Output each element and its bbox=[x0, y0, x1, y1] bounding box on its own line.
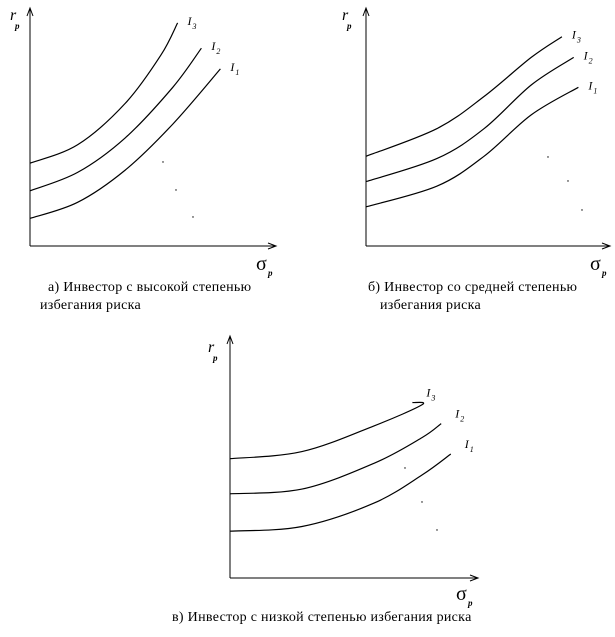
y-axis-label-sub: p bbox=[15, 21, 20, 31]
x-axis-label: σ bbox=[256, 253, 267, 275]
caption-b-line2: избегания риска bbox=[380, 298, 482, 313]
x-axis-label-sub: p bbox=[602, 268, 607, 278]
curve-label-I3: I bbox=[426, 385, 431, 400]
speck-1 bbox=[421, 501, 422, 502]
plot-b bbox=[342, 7, 610, 278]
indifference-curve-I3 bbox=[230, 402, 424, 458]
curve-label-I2: I bbox=[455, 406, 460, 421]
y-axis-label: r bbox=[10, 7, 17, 24]
plot-a bbox=[10, 7, 276, 278]
caption-a-line2: избегания риска bbox=[40, 298, 142, 313]
speck-2 bbox=[192, 216, 193, 217]
curve-label-I2: I bbox=[211, 39, 216, 54]
x-axis-label-sub: p bbox=[268, 268, 273, 278]
x-axis-label: σ bbox=[456, 583, 467, 605]
curve-label-sub-I3: 3 bbox=[431, 393, 436, 403]
speck-1 bbox=[175, 189, 176, 190]
caption-a-line1: а) Инвестор с высокой степенью bbox=[48, 280, 252, 295]
speck-2 bbox=[436, 529, 437, 530]
curve-label-sub-I3: 3 bbox=[576, 35, 581, 45]
speck-1 bbox=[567, 180, 568, 181]
curve-label-sub-I2: 2 bbox=[588, 56, 593, 66]
caption-b-line1: б) Инвестор со средней степенью bbox=[368, 280, 578, 295]
curve-label-I2: I bbox=[583, 48, 588, 63]
speck-2 bbox=[581, 209, 582, 210]
y-axis-label: r bbox=[342, 7, 349, 24]
curve-label-I1: I bbox=[464, 436, 469, 451]
caption-c-line1: в) Инвестор с низкой степенью избегания риска bbox=[172, 610, 472, 625]
curve-label-I3: I bbox=[187, 13, 192, 28]
speck-0 bbox=[547, 156, 548, 157]
curve-label-sub-I2: 2 bbox=[216, 47, 221, 57]
curve-label-I1: I bbox=[588, 78, 593, 93]
curve-label-I1: I bbox=[230, 59, 235, 74]
y-axis-label-sub: p bbox=[347, 21, 352, 31]
curve-label-sub-I1: 1 bbox=[469, 444, 474, 454]
indifference-curve-I2 bbox=[366, 57, 574, 181]
indifference-curve-I2 bbox=[30, 48, 201, 191]
x-axis-label-sub: p bbox=[468, 598, 473, 608]
indifference-curve-I3 bbox=[366, 37, 562, 157]
y-axis-label: r bbox=[208, 339, 215, 356]
y-axis-label-sub: p bbox=[213, 353, 218, 363]
x-axis-label: σ bbox=[590, 253, 601, 275]
curve-label-I3: I bbox=[571, 27, 576, 42]
indifference-curve-I1 bbox=[30, 69, 220, 219]
speck-0 bbox=[404, 467, 405, 468]
curve-label-sub-I3: 3 bbox=[192, 21, 197, 31]
plot-c bbox=[208, 336, 478, 608]
curve-label-sub-I1: 1 bbox=[593, 86, 598, 96]
speck-0 bbox=[162, 161, 163, 162]
curve-label-sub-I1: 1 bbox=[235, 67, 240, 77]
curve-label-sub-I2: 2 bbox=[460, 414, 465, 424]
